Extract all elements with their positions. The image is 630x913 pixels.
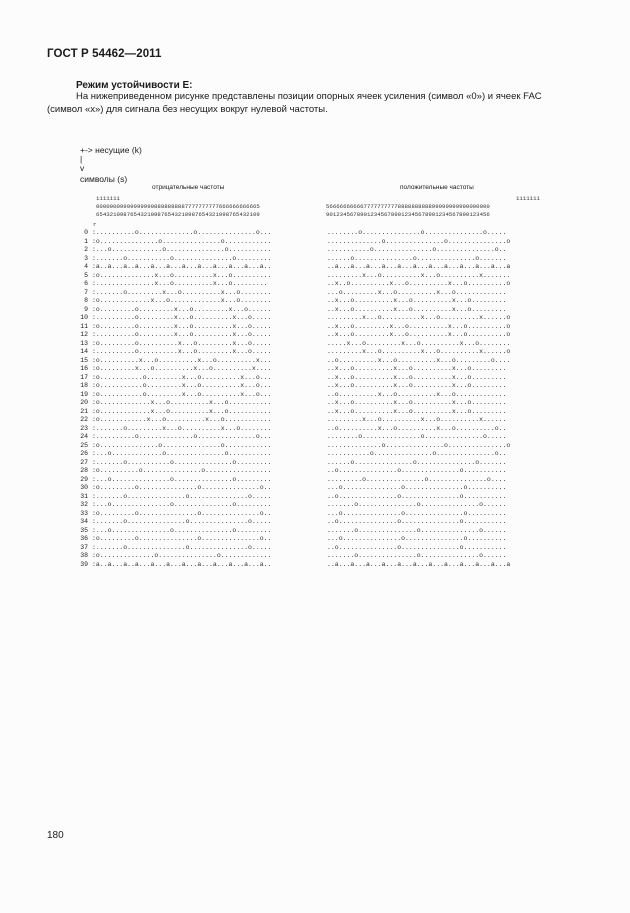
positive-carrier-row: .....x...o.........x...o..........x...o........: [327, 339, 511, 347]
symbol-number: 4: [84, 263, 88, 270]
symbol-number: 26: [80, 450, 88, 457]
negative-carrier-row: :o..........o...............o.................: [92, 467, 272, 474]
positive-frequencies-label: положительные частоты: [400, 184, 474, 191]
positive-carrier-row: .......o...............o...............o......: [327, 552, 507, 559]
negative-carrier-row: :.......o...........o...............o.........: [92, 458, 272, 466]
symbol-number: 31: [80, 492, 88, 500]
negative-frequencies-label: отрицательные частоты: [152, 184, 225, 191]
page-number: 180: [47, 830, 64, 841]
negative-carrier-row: :.......o.........x...o..........x...o........: [92, 424, 272, 432]
symbol-number-column: [74, 229, 88, 569]
positive-carrier-row: ..x...o..........x...o..........x...o.........: [327, 382, 507, 389]
axis-tick: r: [93, 221, 97, 228]
symbol-number: 15: [80, 356, 88, 364]
positive-carriers-grid: [327, 229, 510, 569]
body-paragraph: [47, 91, 582, 116]
symbol-number: 5: [84, 271, 88, 279]
negative-carrier-row: :..........o.........x...o..........x...o.....: [92, 314, 272, 321]
symbol-number: 10: [80, 314, 88, 321]
positive-carrier-row: ..a...a...a...a...a...a...a...a...a...a...a...a: [327, 263, 511, 270]
negative-carrier-row: :...o...............o...............o.........: [92, 526, 272, 534]
symbol-number: 19: [80, 390, 88, 398]
positive-carrier-row: ...o...............o...............o..........: [327, 509, 507, 517]
negative-carrier-row: :o............x...o..........x...o............: [92, 416, 272, 423]
positive-carrier-row: ......o...............o...............o.......: [327, 458, 507, 466]
positive-carrier-row: ..x...o..........x...o..........x...o.........: [327, 373, 507, 381]
positive-carrier-row: ..x...o.........x...o..........x...o..........o: [327, 322, 511, 330]
negative-carrier-row: :o.........o.........x...o.........x...o......: [92, 305, 272, 313]
symbol-number: 12: [80, 331, 88, 338]
positive-carrier-row: ...........o...............o...............o..: [327, 246, 507, 253]
symbol-number: 28: [80, 467, 88, 474]
negative-carrier-row: :o.........o...............o...............o..: [92, 484, 272, 491]
symbol-number: 30: [80, 484, 88, 491]
symbol-number: 20: [80, 399, 88, 406]
axis-arrow-v: v: [80, 163, 85, 173]
negative-carrier-row: :o...............o...............o............: [92, 441, 272, 449]
symbol-number: 7: [84, 288, 88, 296]
symbol-number: 21: [80, 407, 88, 415]
positive-carrier-row: ..x...o..........x...o..........x...o.........: [327, 297, 507, 304]
positive-carrier-row: ..o..........x...o..........x...o.........o....: [327, 356, 511, 364]
negative-carrier-row: :...............x...o..........x...o.........: [92, 280, 268, 287]
negative-carrier-row: :.......o...............o...............o.....: [92, 518, 272, 525]
pos-scale-tens: 566666666667777777777888888888899999999990000000: [326, 203, 490, 210]
body-line-2: (символ «x») для сигнала без несущих вокруг нулевой частоты.: [47, 103, 328, 115]
symbol-number: 13: [80, 339, 88, 347]
positive-carrier-row: ..a...a...a...a...a...a...a...a...a...a...a...a: [327, 560, 511, 568]
symbol-number: 23: [80, 424, 88, 432]
symbol-number: 29: [80, 475, 88, 483]
negative-carrier-row: :.......o...............o...............o.....: [92, 492, 272, 500]
symbol-number: 1: [84, 237, 88, 245]
positive-carrier-row: .........x...o..........x...o..........x......: [327, 416, 507, 423]
negative-carrier-row: :o.............x...o..........x...o...........: [92, 399, 272, 406]
neg-scale-tens: 000000099999999998888888887777777777666666666665: [96, 203, 260, 210]
positive-carrier-row: ...o...............o...............o..........: [327, 535, 507, 542]
negative-carrier-row: :o..........x...o..........x...o..........x...: [92, 356, 272, 364]
symbol-number: 34: [80, 518, 88, 525]
negative-carrier-row: :o.........o..........x...o.........x...o.....: [92, 339, 272, 347]
negative-carrier-row: :a..a...a..a...a...a...a...a...a...a...a...a..: [92, 560, 272, 568]
positive-carrier-row: ...o.........x...o..........x...o.............: [327, 288, 507, 296]
symbol-number: 18: [80, 382, 88, 389]
negative-carrier-row: :..........o..........x...o.........x...o.....: [92, 348, 272, 355]
axis-symbols-label: символы (s): [80, 174, 128, 184]
negative-carriers-grid: [92, 229, 271, 569]
negative-carrier-row: :o.............x...o..........x...o...........: [92, 407, 272, 415]
pos-scale-hundreds: 1111111: [516, 195, 540, 202]
positive-carrier-row: ..o...............o...............o...........: [327, 518, 507, 525]
symbol-number: 38: [80, 552, 88, 559]
negative-carrier-row: :o.............x...o.............x...o........: [92, 297, 272, 304]
pos-scale-units: 901234567890123456789012345678901234567890123456: [326, 211, 490, 218]
positive-carrier-row: ...........o...............o...............o..: [327, 450, 507, 457]
positive-carrier-row: ........o...............o...............o.....: [327, 433, 507, 440]
symbol-number: 8: [84, 297, 88, 304]
symbol-number: 32: [80, 501, 88, 508]
neg-scale-hundreds: 1111111: [96, 195, 120, 202]
positive-carrier-row: .........x...o..........x...o..........x......o: [327, 314, 511, 321]
positive-carrier-row: .........x...o..........x...o..........x.......: [327, 271, 511, 279]
symbol-number: 36: [80, 535, 88, 542]
symbol-number: 39: [80, 560, 88, 568]
symbol-number: 3: [84, 254, 88, 262]
symbol-number: 0: [84, 229, 88, 236]
negative-carrier-row: :a..a...a..a...a...a...a...a...a...a...a...a..: [92, 263, 272, 270]
negative-carrier-row: :o..............x...o..........x...o..........: [92, 271, 272, 279]
positive-carrier-row: .........o...............o...............o....: [327, 475, 507, 483]
symbol-number: 24: [80, 433, 88, 440]
positive-carrier-row: ..o...............o...............o...........: [327, 543, 507, 551]
negative-carrier-row: :..........o.........x...o..........x...o.....: [92, 331, 272, 338]
positive-carrier-row: ..x...o..........x...o..........x...o.........: [327, 305, 507, 313]
negative-carrier-row: :o...........o.........x...o..........x...o...: [92, 390, 272, 398]
symbol-number: 25: [80, 441, 88, 449]
negative-carrier-row: :...o...............o...............o.........: [92, 501, 272, 508]
negative-carrier-row: :o...........o.........x...o..........x...o...: [92, 382, 272, 389]
negative-carrier-row: :..........o..............o...............o...: [92, 229, 272, 236]
symbol-number: 2: [84, 246, 88, 253]
positive-carrier-row: ......o...............o...............o.......: [327, 254, 507, 262]
positive-carrier-row: ..x...o.........x...o..........x...o..........o: [327, 331, 511, 338]
symbol-number: 14: [80, 348, 88, 355]
positive-carrier-row: .......o...............o...............o......: [327, 501, 507, 508]
symbol-number: 11: [80, 322, 88, 330]
negative-carrier-row: :o.........o...............o...............o..: [92, 535, 272, 542]
symbol-number: 22: [80, 416, 88, 423]
document-code: ГОСТ Р 54462—2011: [47, 48, 162, 60]
positive-carrier-row: .......o...............o...............o......: [327, 526, 507, 534]
negative-carrier-row: :o.........x...o..........x...o..........x....: [92, 365, 272, 372]
negative-carrier-row: :o...........o.........x...o..........x...o...: [92, 373, 272, 381]
symbol-number: 33: [80, 509, 88, 517]
axis-carriers-label: +-> несущие (k): [80, 145, 142, 155]
positive-carrier-row: ..x...o..........x...o..........x...o.........: [327, 399, 507, 406]
symbol-number: 17: [80, 373, 88, 381]
negative-carrier-row: :.......o...........o...............o.........: [92, 254, 272, 262]
positive-carrier-row: ..x...o..........x...o..........x...o.........: [327, 365, 507, 372]
neg-scale-units: 654321098765432109876543210987654321098765432109: [96, 211, 260, 218]
symbol-number: 37: [80, 543, 88, 551]
symbol-number: 9: [84, 305, 88, 313]
negative-carrier-row: :.......o.........x...o..........x...o........: [92, 288, 272, 296]
symbol-number: 27: [80, 458, 88, 466]
symbol-number: 16: [80, 365, 88, 372]
positive-carrier-row: ..x..o..........x...o..........x...o..........o: [327, 280, 511, 287]
body-line-1: На нижеприведенном рисунке представлены позиции опорных ячеек усиления (символ «0») и ячеек FAC: [76, 91, 542, 102]
negative-carrier-row: :...o.............o...............o...........: [92, 246, 272, 253]
positive-carrier-row: ..o..........x...o..........x...o.............: [327, 390, 507, 398]
negative-carrier-row: :o.........o...............o...............o..: [92, 509, 272, 517]
negative-carrier-row: :..........o..............o...............o...: [92, 433, 272, 440]
negative-carrier-row: :o...............o...............o............: [92, 237, 272, 245]
symbol-number: 35: [80, 526, 88, 534]
symbol-number: 6: [84, 280, 88, 287]
positive-carrier-row: ..x...o..........x...o..........x...o.........: [327, 407, 507, 415]
positive-carrier-row: ..o..........x...o..........x...o..........o..: [327, 424, 507, 432]
positive-carrier-row: ..o...............o...............o...........: [327, 467, 507, 474]
negative-carrier-row: :...o.............o...............o...........: [92, 450, 272, 457]
positive-carrier-row: ..............o...............o...............o: [327, 237, 511, 245]
section-title: Режим устойчивости Е:: [76, 80, 193, 91]
axis-pipe: |: [80, 154, 83, 164]
positive-carrier-row: .........x...o..........x...o..........x......o: [327, 348, 511, 355]
positive-carrier-row: ..............o...............o...............o: [327, 441, 511, 449]
negative-carrier-row: :o..............o...............o.............: [92, 552, 272, 559]
positive-carrier-row: ........o...............o...............o.....: [327, 229, 507, 236]
positive-carrier-row: ..o...............o...............o...........: [327, 492, 507, 500]
negative-carrier-row: :o.........o.........x...o..........x...o.....: [92, 322, 272, 330]
positive-carrier-row: ...o...............o...............o..........: [327, 484, 507, 491]
negative-carrier-row: :...o...............o...............o.........: [92, 475, 272, 483]
negative-carrier-row: :.......o...............o...............o.....: [92, 543, 272, 551]
